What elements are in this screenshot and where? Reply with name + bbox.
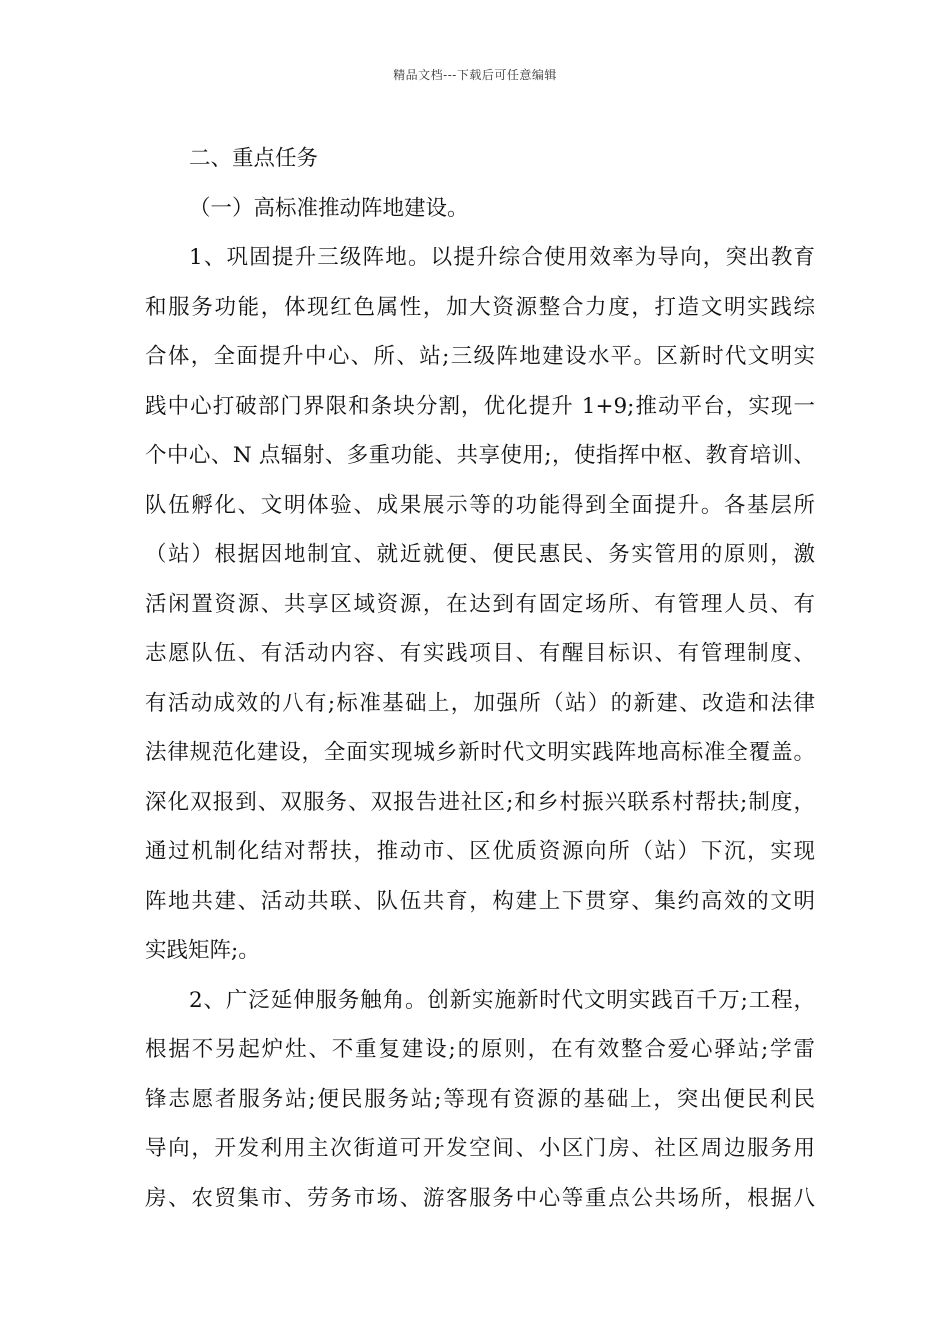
text-line: 合体，全面提升中心、所、站;三级阵地建设水平。区新时代文明实 [145,344,815,369]
text-line: （一）高标准推动阵地建设。 [189,195,469,221]
text-line: 房、农贸集市、劳务市场、游客服务中心等重点公共场所，根据八 [145,1185,815,1211]
text-line: 实践矩阵;。 [145,938,260,963]
text-line: （站）根据因地制宜、就近就便、便民惠民、务实管用的原则，激 [145,542,815,567]
text-line: 和服务功能，体现红色属性，加大资源整合力度，打造文明实践综 [145,294,815,320]
body-text [145,134,815,1223]
text-line: 志愿队伍、有活动内容、有实践项目、有醒目标识、有管理制度、 [145,641,815,666]
text-line: 法律规范化建设，全面实现城乡新时代文明实践阵地高标准全覆盖。 [145,740,815,765]
text-line: 有活动成效的八有;标准基础上，加强所（站）的新建、改造和法律 [145,690,815,716]
text-line: 践中心打破部门界限和条块分割，优化提升 1+9;推动平台，实现一 [145,393,815,419]
text-line: 队伍孵化、文明体验、成果展示等的功能得到全面提升。各基层所 [145,492,815,518]
text-line: 阵地共建、活动共联、队伍共育，构建上下贯穿、集约高效的文明 [145,888,815,914]
text-line: 二、重点任务 [189,146,319,171]
text-line: 1、巩固提升三级阵地。以提升综合使用效率为导向，突出教育 [189,245,815,270]
text-line: 根据不另起炉灶、不重复建设;的原则，在有效整合爱心驿站;学雷 [145,1037,815,1062]
text-line: 个中心、N 点辐射、多重功能、共享使用;，使指挥中枢、教育培训、 [145,443,815,468]
text-line: 2、广泛延伸服务触角。创新实施新时代文明实践百千万;工程， [189,987,815,1013]
text-line: 深化双报到、双服务、双报告进社区;和乡村振兴联系村帮扶;制度， [145,789,815,815]
text-line: 锋志愿者服务站;便民服务站;等现有资源的基础上，突出便民利民 [145,1086,815,1112]
text-line: 活闲置资源、共享区域资源，在达到有固定场所、有管理人员、有 [145,591,815,617]
text-line: 通过机制化结对帮扶，推动市、区优质资源向所（站）下沉，实现 [145,839,815,864]
text-line: 导向，开发利用主次街道可开发空间、小区门房、社区周边服务用 [145,1136,815,1161]
page-header: 精品文档---下载后可任意编辑 [393,68,557,82]
